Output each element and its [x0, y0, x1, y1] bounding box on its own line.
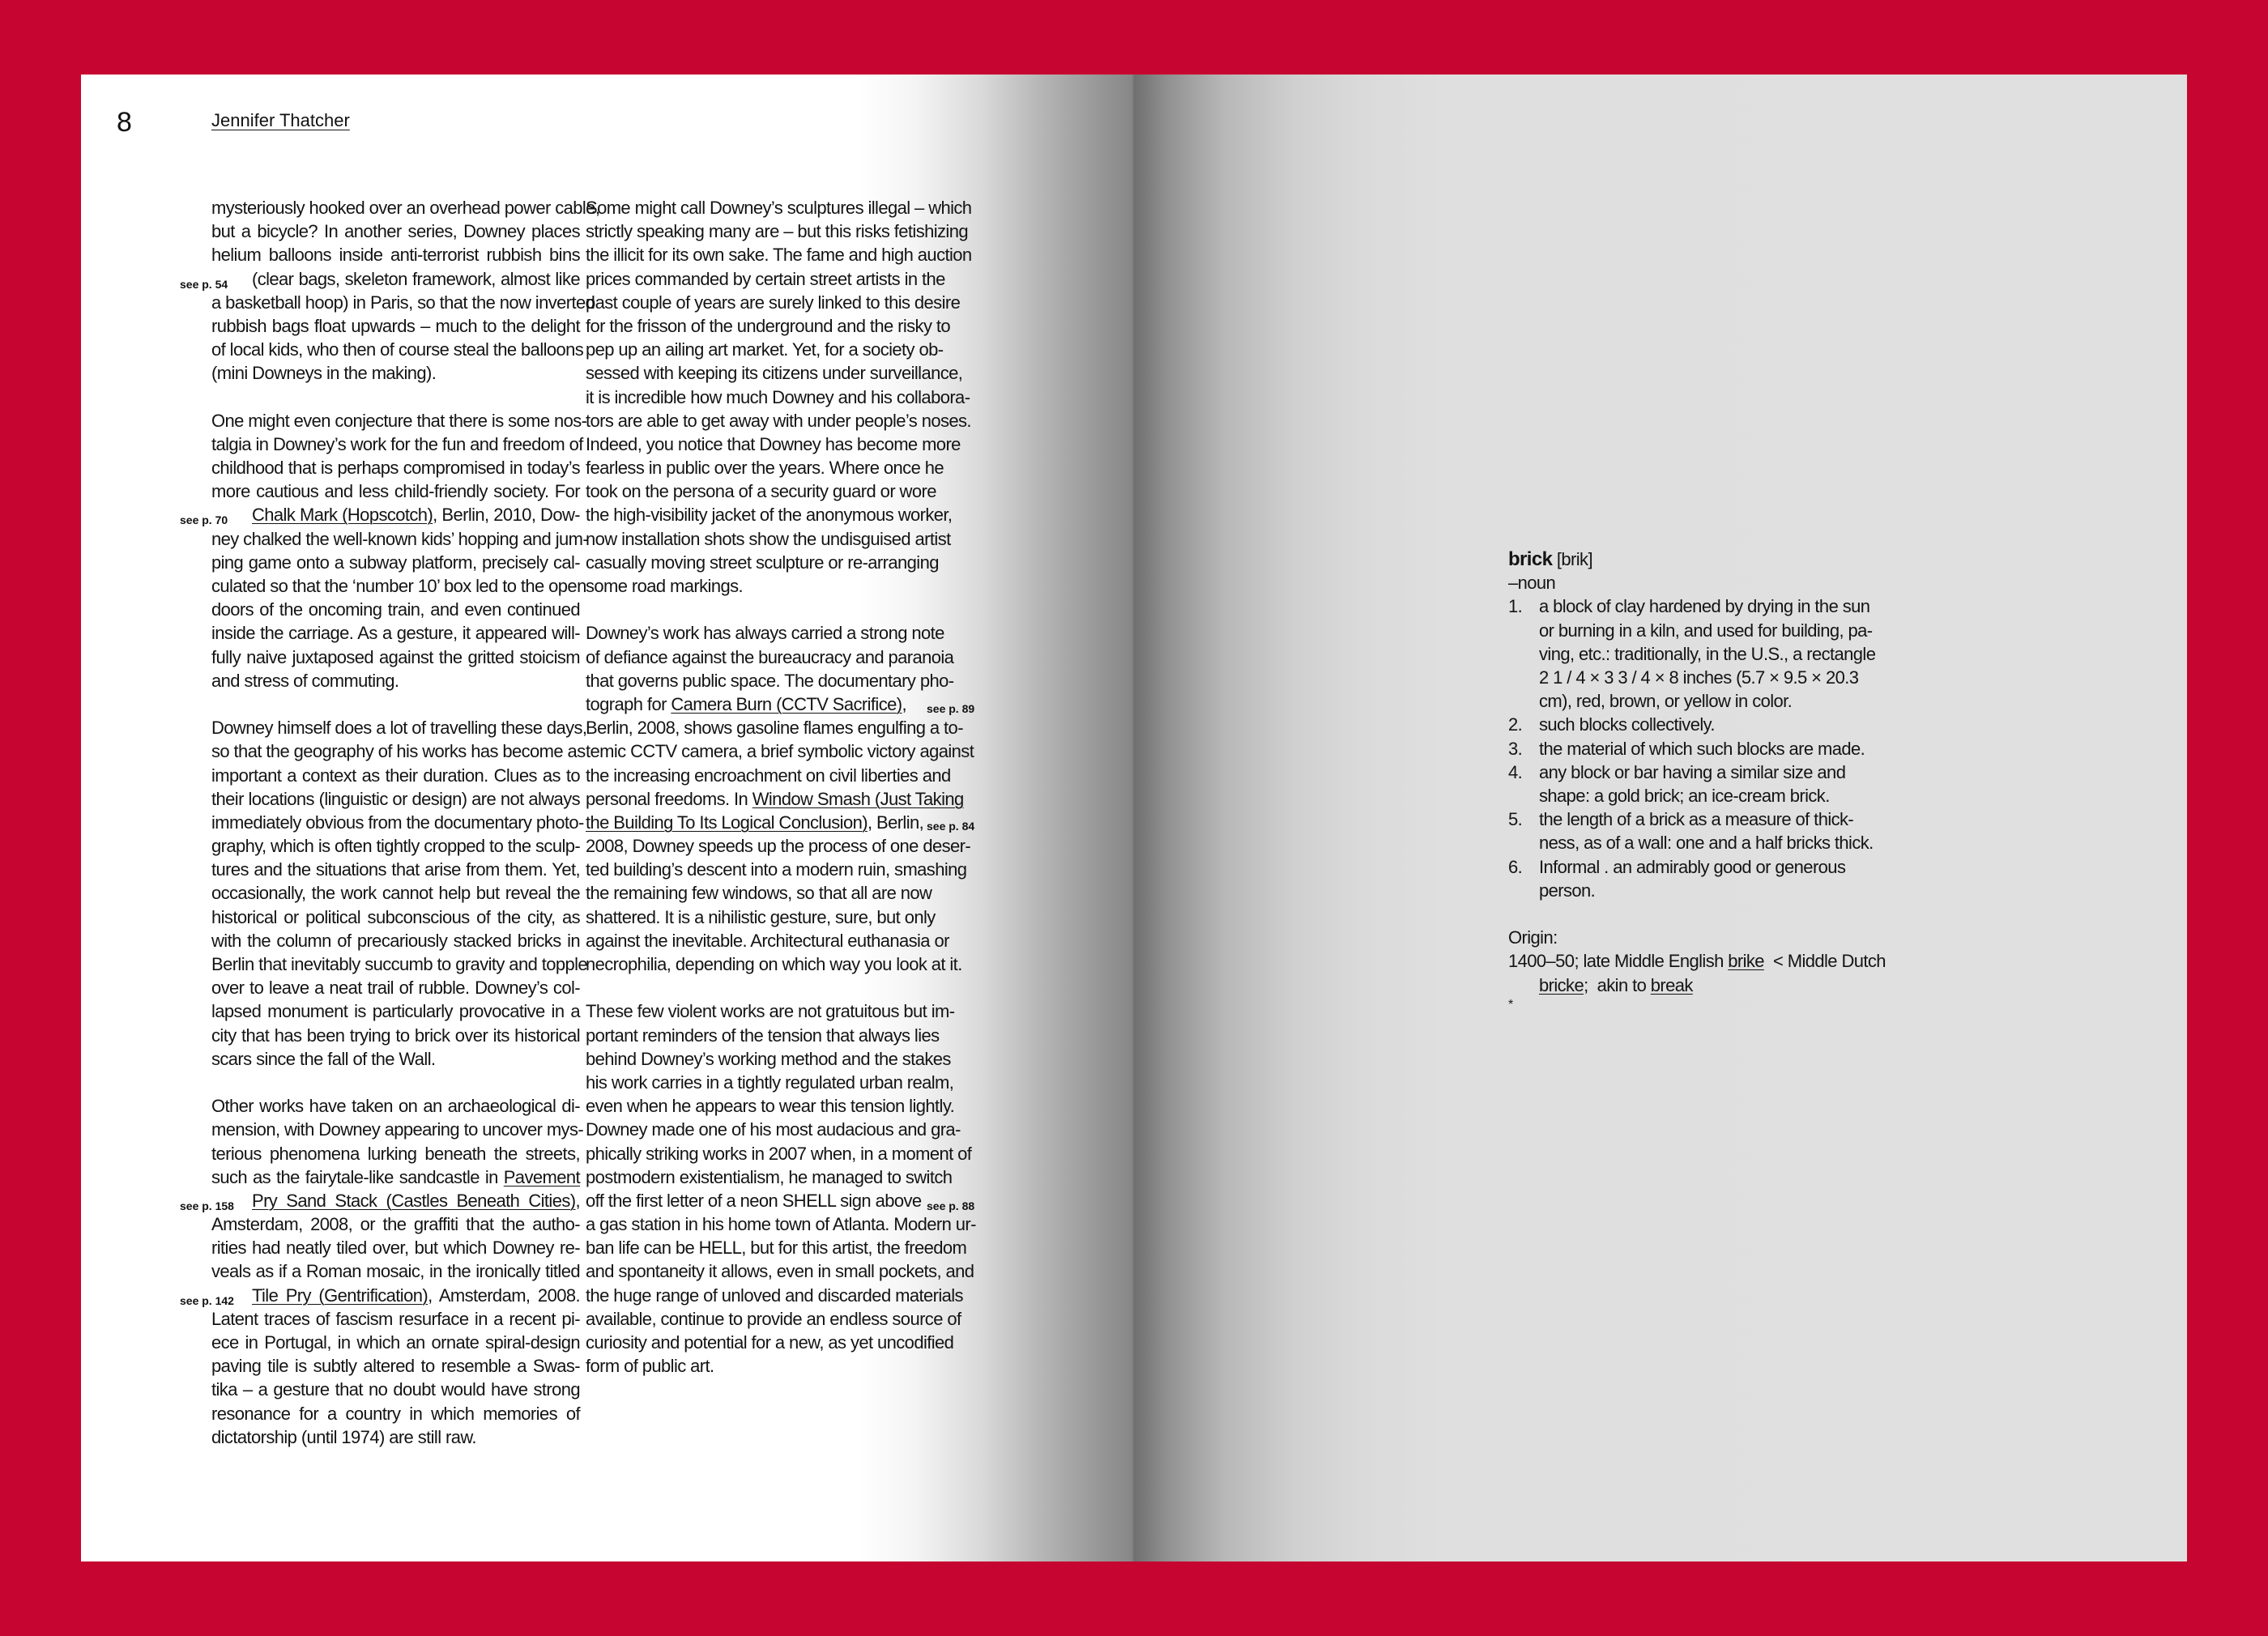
book-spread	[81, 75, 2187, 1561]
paragraph: Other works have taken on an archaeological di- mension, with Downey appearing to uncover mys- terious phenomena lurking beneath the streets, such as the fairytale-like sandcastle in Pavement Pry Sand Stack (Castles Beneath Cities), Amsterdam, 2008, or the graffiti that the autho- rities had neatly tiled over, but which Downey re- veals as if a Roman mosaic, in the ironically titled Tile Pry (Gentrification), Amsterdam, 2008. Latent traces of fascism resurface in a recent pi- ece in Portugal, in which an ornate spiral-design paving tile is subtly altered to resemble a Swas- tika – a gesture that no doubt would have strong resonance for a country in which memories of dictatorship (until 1974) are still raw.	[211, 1096, 584, 1447]
part-of-speech: –noun	[1508, 573, 1556, 594]
artwork-link[interactable]: Pry Sand Stack (Castles Beneath Cities)	[252, 1190, 576, 1211]
definition-item: 1. a block of clay hardened by drying in the sun or burning in a kiln, and used for building, pa- ving, etc.: traditionally, in the U.S., a rectangle 2 1 / 4 × 3 3 / 4 × 8 inches (5.7 × 9.5 × 20.3 cm), red, brown, or yellow in color.	[1508, 596, 1876, 712]
definition-item: 5. the length of a brick as a measure of thick- ness, as of a wall: one and a half bricks thick.	[1508, 809, 1874, 854]
asterisk-mark: *	[1508, 997, 1513, 1012]
artwork-link[interactable]: Pavement	[503, 1166, 580, 1187]
etymology-link[interactable]: brike	[1728, 951, 1764, 972]
definition-item: 2. such blocks collectively.	[1508, 714, 1715, 735]
paragraph: mysteriously hooked over an overhead power cable, but a bicycle? In another series, Downey places helium balloons inside anti-terrorist rubbish bins (clear bags, skeleton framework, almost like a basketball hoop) in Paris, so that the now inverted rubbish bags float upwards – much to the delight of local kids, who then of course steal the balloons (mini Downeys in the making).	[211, 198, 600, 384]
definition-item: 6. Informal . an admirably good or generous person.	[1508, 856, 1846, 901]
margin-note: see p. 142	[180, 1294, 234, 1307]
definition-item: 4. any block or bar having a similar size and shape: a gold brick; an ice-cream brick.	[1508, 761, 1846, 807]
paragraph: Downey’s work has always carried a strong note of defiance against the bureaucracy and paranoia that governs public space. The documentary pho- tograph for Camera Burn (CCTV Sacrifice), Berlin, 2008, shows gasoline flames engulfing a to- temic CCTV camera, a brief symbolic victory against the increasing encroachment on civil liberties and personal freedoms. In Window Smash (Just Taking the Building To Its Logical Conclusion), Berlin, 2008, Downey speeds up the process of one deser- ted building’s descent into a modern ruin, smashing the remaining few windows, so that all are now shattered. It is a nihilistic gesture, sure, but only against the inevitable. Architectural euthanasia or necrophilia, depending on which way you look at it.	[586, 623, 974, 974]
margin-note: see p. 89	[927, 702, 975, 715]
paragraph: One might even conjecture that there is some nos- talgia in Downey’s work for the fun and freedom of childhood that is perhaps compromised in today’s more cautious and less child-friendly society. For Chalk Mark (Hopscotch), Berlin, 2010, Dow- ney chalked the well-known kids’ hopping and jum- ping game onto a subway platform, precisely cal- culated so that the ‘number 10’ box led to the open doors of the oncoming train, and even continued inside the carriage. As a gesture, it appeared will- fully naive juxtaposed against the gritted stoicism and stress of commuting.	[211, 410, 589, 691]
margin-note: see p. 84	[927, 820, 975, 833]
etymology-link[interactable]: bricke	[1539, 974, 1584, 995]
left-page	[81, 75, 1134, 1561]
paragraph: Downey himself does a lot of travelling these days, so that the geography of his works has become as important a context as their duration. Clues as to their locations (linguistic or design) are not always immediately obvious from the documentary photo- graphy, which is often tightly cropped to the sculp- tures and the situations that arise from them. Yet, occasionally, the work cannot help but reveal the historical or political subconscious of the city, as with the column of precariously stacked bricks in Berlin that inevitably succumb to gravity and topple over to leave a neat trail of rubble. Downey’s col- lapsed monument is particularly provocative in a city that has been trying to brick over its historical scars since the fall of the Wall.	[211, 718, 588, 1069]
artwork-link[interactable]: Chalk Mark (Hopscotch)	[252, 505, 433, 526]
artwork-link[interactable]: Tile Pry (Gentrification)	[252, 1285, 428, 1306]
margin-note: see p. 88	[927, 1199, 975, 1212]
margin-note: see p. 54	[180, 278, 228, 291]
right-page	[1134, 75, 2187, 1561]
artwork-link[interactable]: Window Smash (Just Taking	[752, 788, 964, 809]
paragraph: Some might call Downey’s sculptures illegal – which strictly speaking many are – but this risks fetishizing the illicit for its own sake. The fame and high auction prices commanded by certain street artists in the past couple of years are surely linked to this desire for the frisson of the underground and the risky to pep up an ailing art market. Yet, for a society ob- sessed with keeping its citizens under surveillance, it is incredible how much Downey and his collabora- tors are able to get away with under people’s noses. Indeed, you notice that Downey has become more fearless in public over the years. Where once he took on the persona of a security guard or wore the high-visibility jacket of the anonymous worker, now installation shots show the undisguised artist casually moving street sculpture or re-arranging some road markings.	[586, 198, 972, 596]
margin-note: see p. 70	[180, 513, 228, 526]
artwork-link[interactable]: Camera Burn (CCTV Sacrifice)	[671, 693, 902, 714]
text-column-1	[211, 196, 600, 1472]
paragraph: These few violent works are not gratuitous but im- portant reminders of the tension that always lies behind Downey’s working method and the stakes his work carries in a tightly regulated urban realm, even when he appears to wear this tension lightly. Downey made one of his most audacious and gra- phically striking works in 2007 when, in a moment of postmodern existentialism, he managed to switch off the first letter of a neon SHELL sign above a gas station in his home town of Atlanta. Modern ur- ban life can be HELL, but for this artist, the freedom and spontaneity it allows, even in small pockets, and the huge range of unloved and discarded materials available, continue to provide an endless source of curiosity and potential for a new, as yet uncodified form of public art.	[586, 1001, 976, 1377]
page-number: 8	[117, 107, 131, 138]
margin-note: see p. 158	[180, 1199, 234, 1212]
definition-item: 3. the material of which such blocks are made.	[1508, 738, 1865, 759]
headword: brick	[1508, 548, 1553, 570]
etymology-link[interactable]: break	[1650, 974, 1693, 995]
running-head-author[interactable]: Jennifer Thatcher	[211, 110, 350, 130]
dictionary-entry: brick [brik] –noun 1. a block of clay hardened by drying in the sun or burning in a kiln, and used for building, pa- ving, etc.: traditionally, in the U.S., a rectangle 2 1 / 4 × 3 3 / 4 × 8 inches (5.7 × 9.5 × 20.3 cm), red, brown, or yellow in color. 2. such blocks collectively. 3. the material of which such blocks are made. 4. any block or bar having a similar size and shape: a gold brick; an ice-cream brick. 5. the length of a brick as a measure of thick- ness, as of a wall: one and a half bricks thick. 6. Informal . an admirably good or generous person. Origin: 1400–50; late Middle English brike < Middle Dutch bricke; akin to break *	[1508, 547, 1889, 1013]
artwork-link[interactable]: the Building To Its Logical Conclusion)	[586, 812, 868, 833]
origin-label: Origin:	[1508, 927, 1558, 948]
pronunciation: [brik]	[1556, 549, 1592, 569]
